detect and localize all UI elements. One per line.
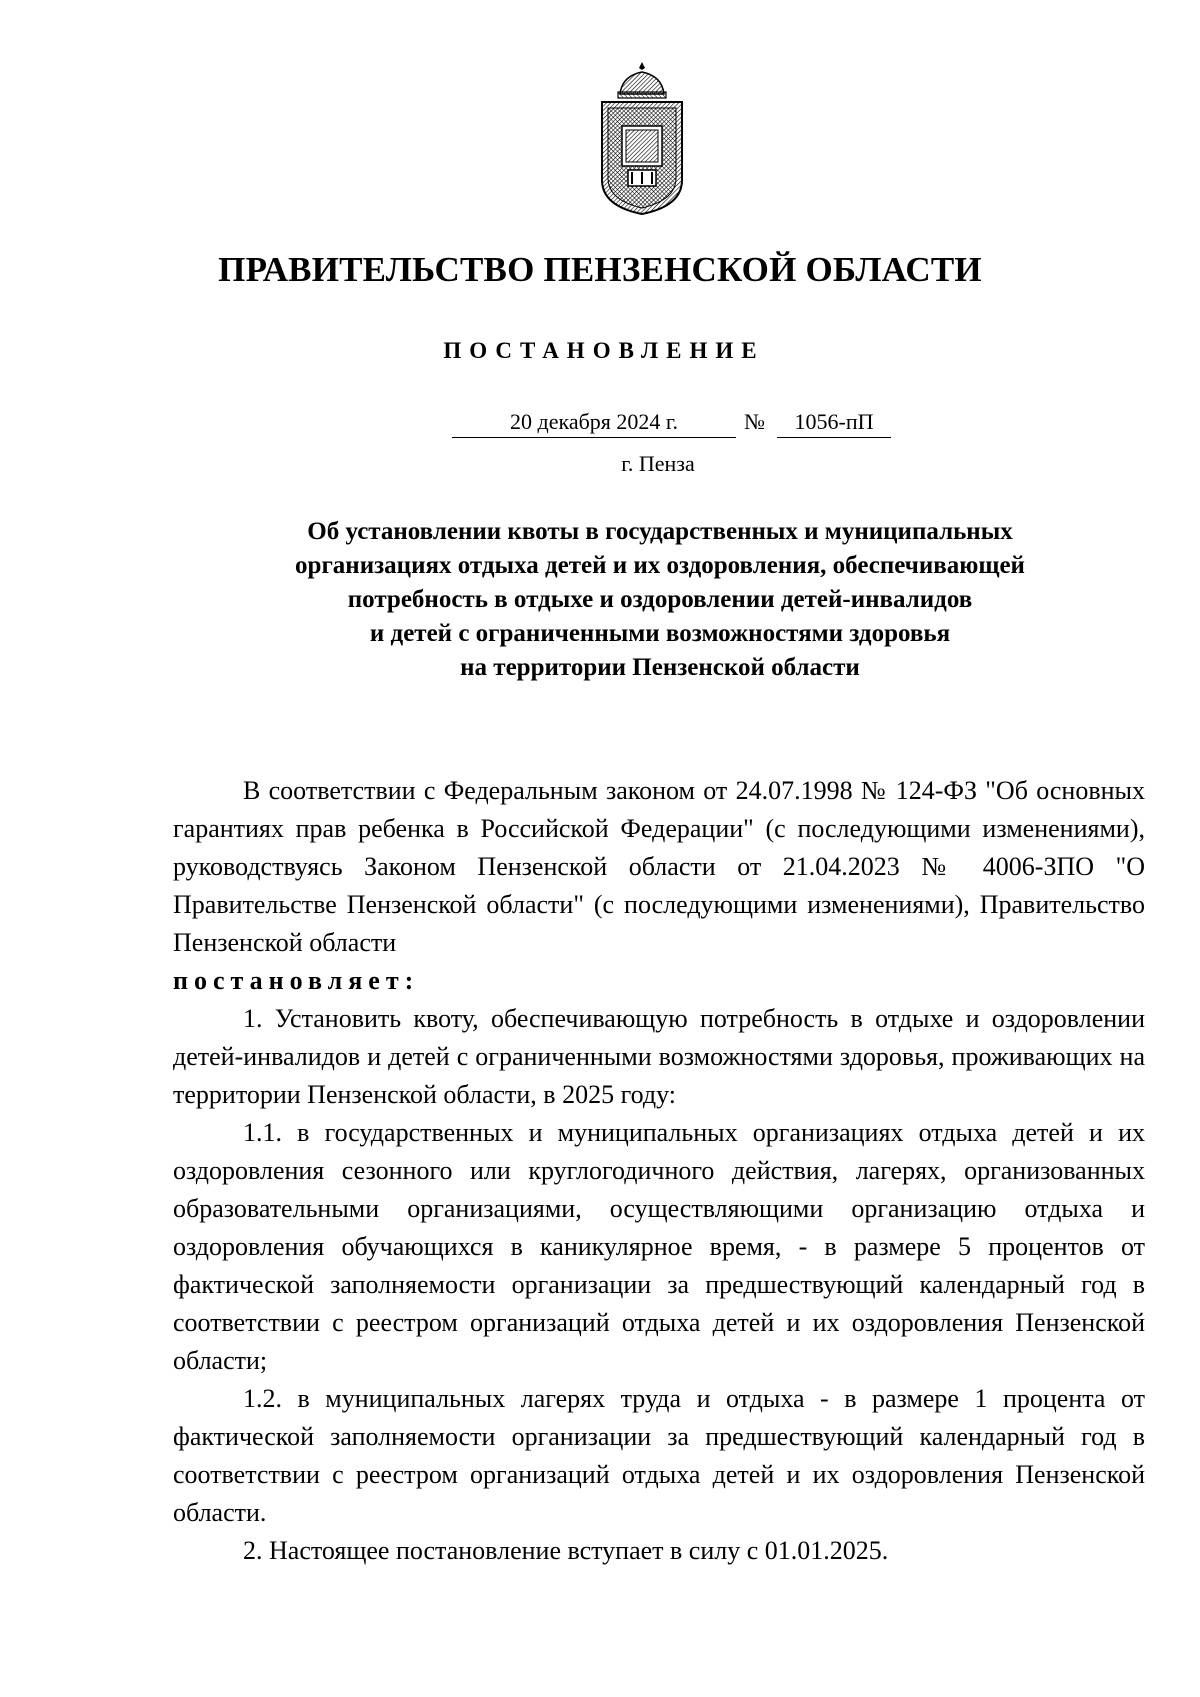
item-1-1-paragraph: 1.1. в государственных и муниципальных организациях отдыха детей и их оздоровления сезонного или круглогодичного действия, лагерях, организованных образовательными организациями, осуществляющими организацию отдыха и оздоровления обучающихся в каникулярное время, - в размере 5 процентов от фактической заполняемости организации за предшествующий календарный год в соответствии с реестром организаций отдыха детей и их оздоровления Пензенской области; [173,1118,1145,1375]
subject-line: организациях отдыха детей и их оздоровления, обеспечивающей [295,552,1025,579]
subject-line: потребность в отдыхе и оздоровлении детей-инвалидов [347,586,973,613]
document-body [173,772,1145,1570]
resolves-keyword: постановляет: [173,966,420,995]
item-1-2-paragraph: 1.2. в муниципальных лагерях труда и отдыха - в размере 1 процента от фактической заполняемости организации за предшествующий календарный год в соответствии с реестром организаций отдыха детей и их оздоровления Пензенской области. [173,1384,1145,1527]
preamble-paragraph: В соответствии с Федеральным законом от 24.07.1998 № 124-ФЗ "Об основных гарантиях прав ребенка в Российской Федерации" (с последующими изменениями), руководствуясь Законом Пензенской области от 21.04.2023 № 4006-ЗПО "О Правительстве Пензенской области" (с последующими изменениями), Правительство Пензенской области [173,776,1145,957]
document-city: г. Пенза [621,451,695,476]
document-type-heading: ПОСТАНОВЛЕНИЕ [443,338,765,363]
number-sign: № [744,409,765,434]
government-title: ПРАВИТЕЛЬСТВО ПЕНЗЕНСКОЙ ОБЛАСТИ [218,250,982,289]
item-1-paragraph: 1. Установить квоту, обеспечивающую потребность в отдыхе и оздоровлении детей-инвалидов и детей с ограниченными возможностями здоровья, проживающих на территории Пензенской области, в 2025 году: [173,1004,1145,1109]
date-number-line [0,409,1200,439]
subject-line: Об установлении квоты в государственных и муниципальных [307,518,1013,545]
item-2-paragraph: 2. Настоящее постановление вступает в силу с 01.01.2025. [243,1536,889,1565]
subject-line: на территории Пензенской области [460,654,860,681]
document-date: 20 декабря 2024 г. [452,409,736,438]
document-number: 1056-пП [777,409,891,438]
document-subject [160,515,1160,685]
subject-line: и детей с ограниченными возможностями здоровья [369,620,951,647]
penza-region-coat-of-arms-icon [598,60,686,218]
